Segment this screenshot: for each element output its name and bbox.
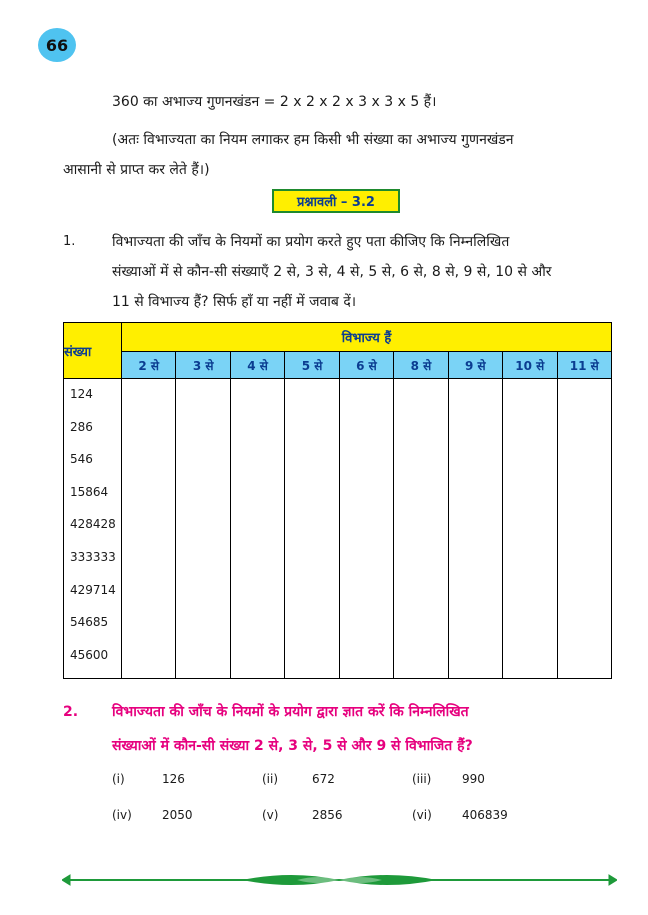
divisor-header: 9 से (448, 352, 502, 379)
option-label: (i) (112, 772, 125, 786)
table-row-number: 54685 (70, 615, 109, 630)
table-row-number: 15864 (70, 484, 109, 499)
option-value: 990 (462, 772, 485, 786)
divisor-header: 4 से (230, 352, 284, 379)
answer-column (230, 379, 284, 679)
question-1-number: 1. (63, 234, 76, 249)
intro-line-2: (अतः विभाज्यता का नियम लगाकर हम किसी भी संख्या का अभाज्य गुणनखंडन (112, 132, 514, 148)
page-number-badge: 66 (38, 28, 76, 62)
table-row-number: 429714 (70, 582, 116, 597)
option-value: 2856 (312, 808, 343, 822)
table-row-number: 124 (70, 387, 93, 401)
table-header-number: संख्या (64, 323, 122, 379)
question-2-number: 2. (63, 704, 79, 720)
option-label: (v) (262, 808, 279, 822)
intro-line-1: 360 का अभाज्य गुणनखंडन = 2 x 2 x 2 x 3 x 3 x 5 हैं। (112, 94, 437, 110)
question-1-line-2: संख्याओं में से कौन-सी संख्याएँ 2 से, 3 से, 4 से, 5 से, 6 से, 8 से, 9 से, 10 से और (112, 264, 552, 280)
table-row-number: 286 (70, 419, 93, 434)
option-value: 2050 (162, 808, 193, 822)
table-row-number: 45600 (70, 647, 109, 662)
answer-column (339, 379, 393, 679)
option-value: 672 (312, 772, 335, 786)
question-1-line-1: विभाज्यता की जाँच के नियमों का प्रयोग करते हुए पता कीजिए कि निम्नलिखित (112, 234, 510, 250)
divisor-header: 5 से (285, 352, 339, 379)
answer-column (557, 379, 612, 679)
table-row-number: 333333 (70, 549, 116, 564)
option-value: 126 (162, 772, 185, 786)
divisor-header: 2 से (122, 352, 176, 379)
divisor-header: 6 से (339, 352, 393, 379)
answer-column (122, 379, 176, 679)
question-2-line-2: संख्याओं में कौन-सी संख्या 2 से, 3 से, 5 से और 9 से विभाजित हैं? (112, 738, 473, 754)
option-label: (vi) (412, 808, 432, 822)
table-row-number: 428428 (70, 517, 116, 532)
intro-line-3: आसानी से प्राप्त कर लेते हैं।) (63, 162, 210, 178)
divisor-header: 3 से (176, 352, 230, 379)
answer-column (394, 379, 448, 679)
divisor-header: 8 से (394, 352, 448, 379)
option-label: (iii) (412, 772, 432, 786)
answer-column (448, 379, 502, 679)
answer-column (285, 379, 339, 679)
option-label: (ii) (262, 772, 279, 786)
option-label: (iv) (112, 808, 132, 822)
table-row-number: 546 (70, 452, 93, 467)
divisibility-table (63, 322, 612, 679)
exercise-title: प्रश्नावली – 3.2 (272, 189, 400, 213)
question-1-line-3: 11 से विभाज्य हैं? सिर्फ हाँ या नहीं में जवाब दें। (112, 294, 357, 310)
number-column (64, 379, 122, 679)
divisor-header: 11 से (557, 352, 612, 379)
divisor-header: 10 से (503, 352, 557, 379)
option-value: 406839 (462, 808, 508, 822)
decorative-divider (62, 872, 617, 888)
answer-column (176, 379, 230, 679)
answer-column (503, 379, 557, 679)
question-2-line-1: विभाज्यता की जाँच के नियमों के प्रयोग द्वारा ज्ञात करें कि निम्नलिखित (112, 704, 469, 720)
table-header-divisible: विभाज्य हैं (122, 323, 612, 352)
